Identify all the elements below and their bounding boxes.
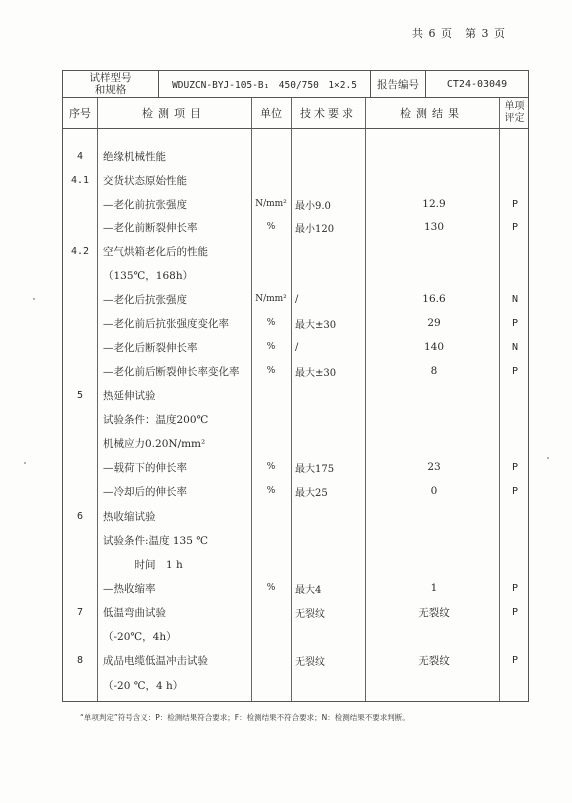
cell-unit: N/mm² — [255, 294, 287, 304]
cell-req: 无裂纹 — [295, 608, 325, 620]
cell-unit — [253, 432, 289, 454]
cell-item: —老化前后抗张强度变化率 — [103, 317, 229, 330]
cell-eval — [500, 408, 530, 430]
cell-eval — [500, 505, 530, 527]
cell-unit — [253, 601, 289, 623]
col-header-result: 检测结果 — [400, 107, 464, 120]
table-row — [63, 529, 528, 551]
col-header-item: 检测项目 — [142, 107, 206, 120]
cell-result: 29 — [427, 317, 441, 329]
model-value: WDUZCN-BYJ-105-B₁ 450/750 1×2.5 — [159, 71, 371, 97]
cell-no: 4.1 — [70, 174, 90, 186]
cell-eval — [500, 529, 530, 551]
table-row — [63, 288, 528, 310]
cell-result: 140 — [423, 341, 445, 353]
cell-unit: % — [266, 222, 276, 232]
cell-unit — [253, 505, 289, 527]
cell-req: / — [295, 293, 299, 305]
cell-req — [295, 529, 365, 551]
table-row — [63, 601, 528, 623]
cell-req — [295, 505, 365, 527]
cell-no — [63, 193, 97, 215]
cell-result: 16.6 — [422, 293, 446, 305]
cell-item: 绝缘机械性能 — [103, 150, 166, 163]
cell-item: 热收缩试验 — [103, 510, 156, 523]
cell-result: 无裂纹 — [418, 606, 450, 619]
cell-req — [295, 674, 365, 696]
table-header — [63, 98, 528, 129]
cell-no: 7 — [76, 606, 84, 618]
col-header-unit: 单位 — [260, 107, 282, 120]
cell-req — [295, 432, 365, 454]
col-header-eval-line2: 评定 — [504, 113, 525, 124]
cell-result — [369, 169, 499, 191]
cell-no: 8 — [76, 654, 84, 666]
table-row — [63, 480, 528, 502]
table-row — [63, 336, 528, 358]
cell-item: —载荷下的伸长率 — [103, 461, 187, 474]
cell-unit: % — [266, 366, 276, 376]
footnote: “单项判定”符号含义：P：检测结果符合要求；F：检测结果不符合要求；N：检测结果不要求判断。 — [80, 713, 410, 722]
cell-req: / — [295, 341, 299, 353]
cell-result — [369, 408, 499, 430]
cell-item: 机械应力0.20N/mm² — [103, 437, 206, 450]
cell-unit — [253, 408, 289, 430]
col-header-eval-line1: 单项 — [504, 101, 525, 112]
cell-eval — [500, 169, 530, 191]
table-row — [63, 456, 528, 478]
cell-no — [63, 312, 97, 334]
cell-item: —热收缩率 — [103, 582, 156, 595]
report-label: 报告编号 — [371, 71, 426, 97]
cell-no: 4.2 — [70, 245, 90, 257]
cell-req: 最小9.0 — [295, 200, 331, 212]
cell-no — [63, 432, 97, 454]
cell-eval: N — [511, 341, 519, 353]
cell-item: —老化后断裂伸长率 — [103, 341, 198, 354]
table-row — [63, 312, 528, 334]
cell-eval: P — [511, 461, 519, 473]
cell-eval: P — [511, 221, 519, 233]
cell-eval — [500, 145, 530, 167]
cell-item: （-20℃，4h） — [103, 630, 177, 643]
cell-eval — [500, 264, 530, 286]
cell-result: 0 — [430, 485, 438, 497]
cell-item: —冷却后的伸长率 — [103, 485, 187, 498]
cell-req — [295, 145, 365, 167]
cell-unit: % — [266, 318, 276, 328]
scan-dot — [24, 462, 26, 464]
cell-unit — [253, 145, 289, 167]
cell-item: 热延伸试验 — [103, 389, 156, 402]
cell-unit — [253, 625, 289, 647]
cell-unit: % — [266, 462, 276, 472]
table-row — [63, 432, 528, 454]
cell-req: 最大25 — [295, 487, 328, 499]
scan-dot — [547, 457, 549, 459]
cell-result — [369, 505, 499, 527]
cell-no: 6 — [76, 510, 84, 522]
cell-req: 最小120 — [295, 223, 335, 235]
cell-eval: P — [511, 365, 519, 377]
cell-eval — [500, 625, 530, 647]
table-row — [63, 169, 528, 191]
cell-result: 无裂纹 — [418, 654, 450, 667]
cell-no — [63, 360, 97, 382]
cell-unit — [253, 529, 289, 551]
cell-req: 最大±30 — [295, 367, 337, 379]
cell-result — [369, 625, 499, 647]
cell-item: —老化前后断裂伸长率变化率 — [103, 365, 240, 378]
table-row — [63, 577, 528, 599]
cell-no: 5 — [76, 389, 84, 401]
cell-no — [63, 480, 97, 502]
col-header-eval — [499, 98, 530, 128]
model-label — [63, 71, 159, 97]
table-row — [63, 360, 528, 382]
cell-no — [63, 456, 97, 478]
cell-no — [63, 288, 97, 310]
cell-eval: P — [511, 317, 519, 329]
cell-result: 8 — [430, 365, 438, 377]
cell-eval: P — [511, 606, 519, 618]
cell-item: 空气烘箱老化后的性能 — [103, 245, 208, 258]
cell-item: 试验条件：温度200℃ — [103, 413, 209, 426]
cell-unit — [253, 553, 289, 575]
results-table — [62, 98, 529, 702]
cell-result — [369, 432, 499, 454]
cell-req: 无裂纹 — [295, 656, 325, 668]
cell-result — [369, 529, 499, 551]
table-row — [63, 625, 528, 647]
col-header-req: 技术要求 — [300, 107, 356, 120]
cell-unit — [253, 384, 289, 406]
cell-no — [63, 336, 97, 358]
cell-eval — [500, 553, 530, 575]
cell-eval — [500, 384, 530, 406]
cell-no — [63, 553, 97, 575]
model-label-line1: 试样型号 — [89, 72, 132, 84]
cell-req — [295, 625, 365, 647]
cell-item: 交货状态原始性能 — [103, 174, 187, 187]
cell-no: 4 — [76, 150, 84, 162]
cell-unit — [253, 240, 289, 262]
cell-no — [63, 264, 97, 286]
cell-item: 低温弯曲试验 — [103, 606, 166, 619]
table-row — [63, 145, 528, 167]
cell-req — [295, 384, 365, 406]
cell-item: 时间 1 h — [103, 558, 183, 571]
table-row — [63, 193, 528, 215]
table-row — [63, 264, 528, 286]
cell-eval: P — [511, 198, 519, 210]
cell-result — [369, 384, 499, 406]
scan-dot — [33, 298, 35, 300]
table-row — [63, 240, 528, 262]
cell-result — [369, 674, 499, 696]
cell-result — [369, 145, 499, 167]
cell-unit: % — [266, 486, 276, 496]
cell-eval — [500, 674, 530, 696]
cell-no — [63, 625, 97, 647]
cell-req — [295, 553, 365, 575]
cell-unit — [253, 674, 289, 696]
cell-item: （135℃，168h） — [103, 269, 194, 282]
report-value: CT24-03049 — [446, 78, 508, 90]
col-header-no: 序号 — [69, 107, 91, 120]
cell-unit — [253, 169, 289, 191]
cell-no — [63, 408, 97, 430]
table-row — [63, 408, 528, 430]
table-row — [63, 216, 528, 238]
table-row — [63, 553, 528, 575]
cell-unit — [253, 264, 289, 286]
cell-result: 130 — [423, 221, 445, 233]
table-row — [63, 505, 528, 527]
cell-eval — [500, 240, 530, 262]
cell-result: 1 — [430, 582, 438, 594]
cell-req — [295, 264, 365, 286]
table-row — [63, 649, 528, 671]
cell-eval: N — [511, 293, 519, 305]
cell-result: 12.9 — [422, 198, 446, 210]
cell-no — [63, 529, 97, 551]
sample-header — [62, 70, 529, 98]
cell-result — [369, 240, 499, 262]
cell-item: —老化后抗张强度 — [103, 293, 187, 306]
model-label-line2: 和规格 — [94, 84, 127, 96]
table-row — [63, 384, 528, 406]
cell-item: 成品电缆低温冲击试验 — [103, 654, 208, 667]
cell-no — [63, 674, 97, 696]
cell-result: 23 — [427, 461, 441, 473]
cell-req — [295, 240, 365, 262]
cell-item: 试验条件:温度 135 ℃ — [103, 534, 208, 547]
cell-result — [369, 553, 499, 575]
cell-unit: % — [266, 583, 276, 593]
cell-no — [63, 216, 97, 238]
cell-unit: N/mm² — [255, 199, 287, 209]
cell-item: （-20 ℃，4 h） — [103, 679, 184, 692]
cell-result — [369, 264, 499, 286]
cell-eval: P — [511, 485, 519, 497]
cell-unit: % — [266, 342, 276, 352]
cell-eval: P — [511, 654, 519, 666]
cell-no — [63, 577, 97, 599]
cell-req: 最大±30 — [295, 319, 337, 331]
cell-unit — [253, 649, 289, 671]
cell-eval — [500, 432, 530, 454]
cell-req — [295, 408, 365, 430]
cell-req — [295, 169, 365, 191]
cell-item: —老化前断裂伸长率 — [103, 221, 198, 234]
cell-req: 最大175 — [295, 463, 335, 475]
cell-item: —老化前抗张强度 — [103, 198, 187, 211]
page-indicator: 共 6 页 第 3 页 — [412, 27, 506, 40]
cell-req: 最大4 — [295, 584, 322, 596]
cell-eval: P — [511, 582, 519, 594]
table-row — [63, 674, 528, 696]
